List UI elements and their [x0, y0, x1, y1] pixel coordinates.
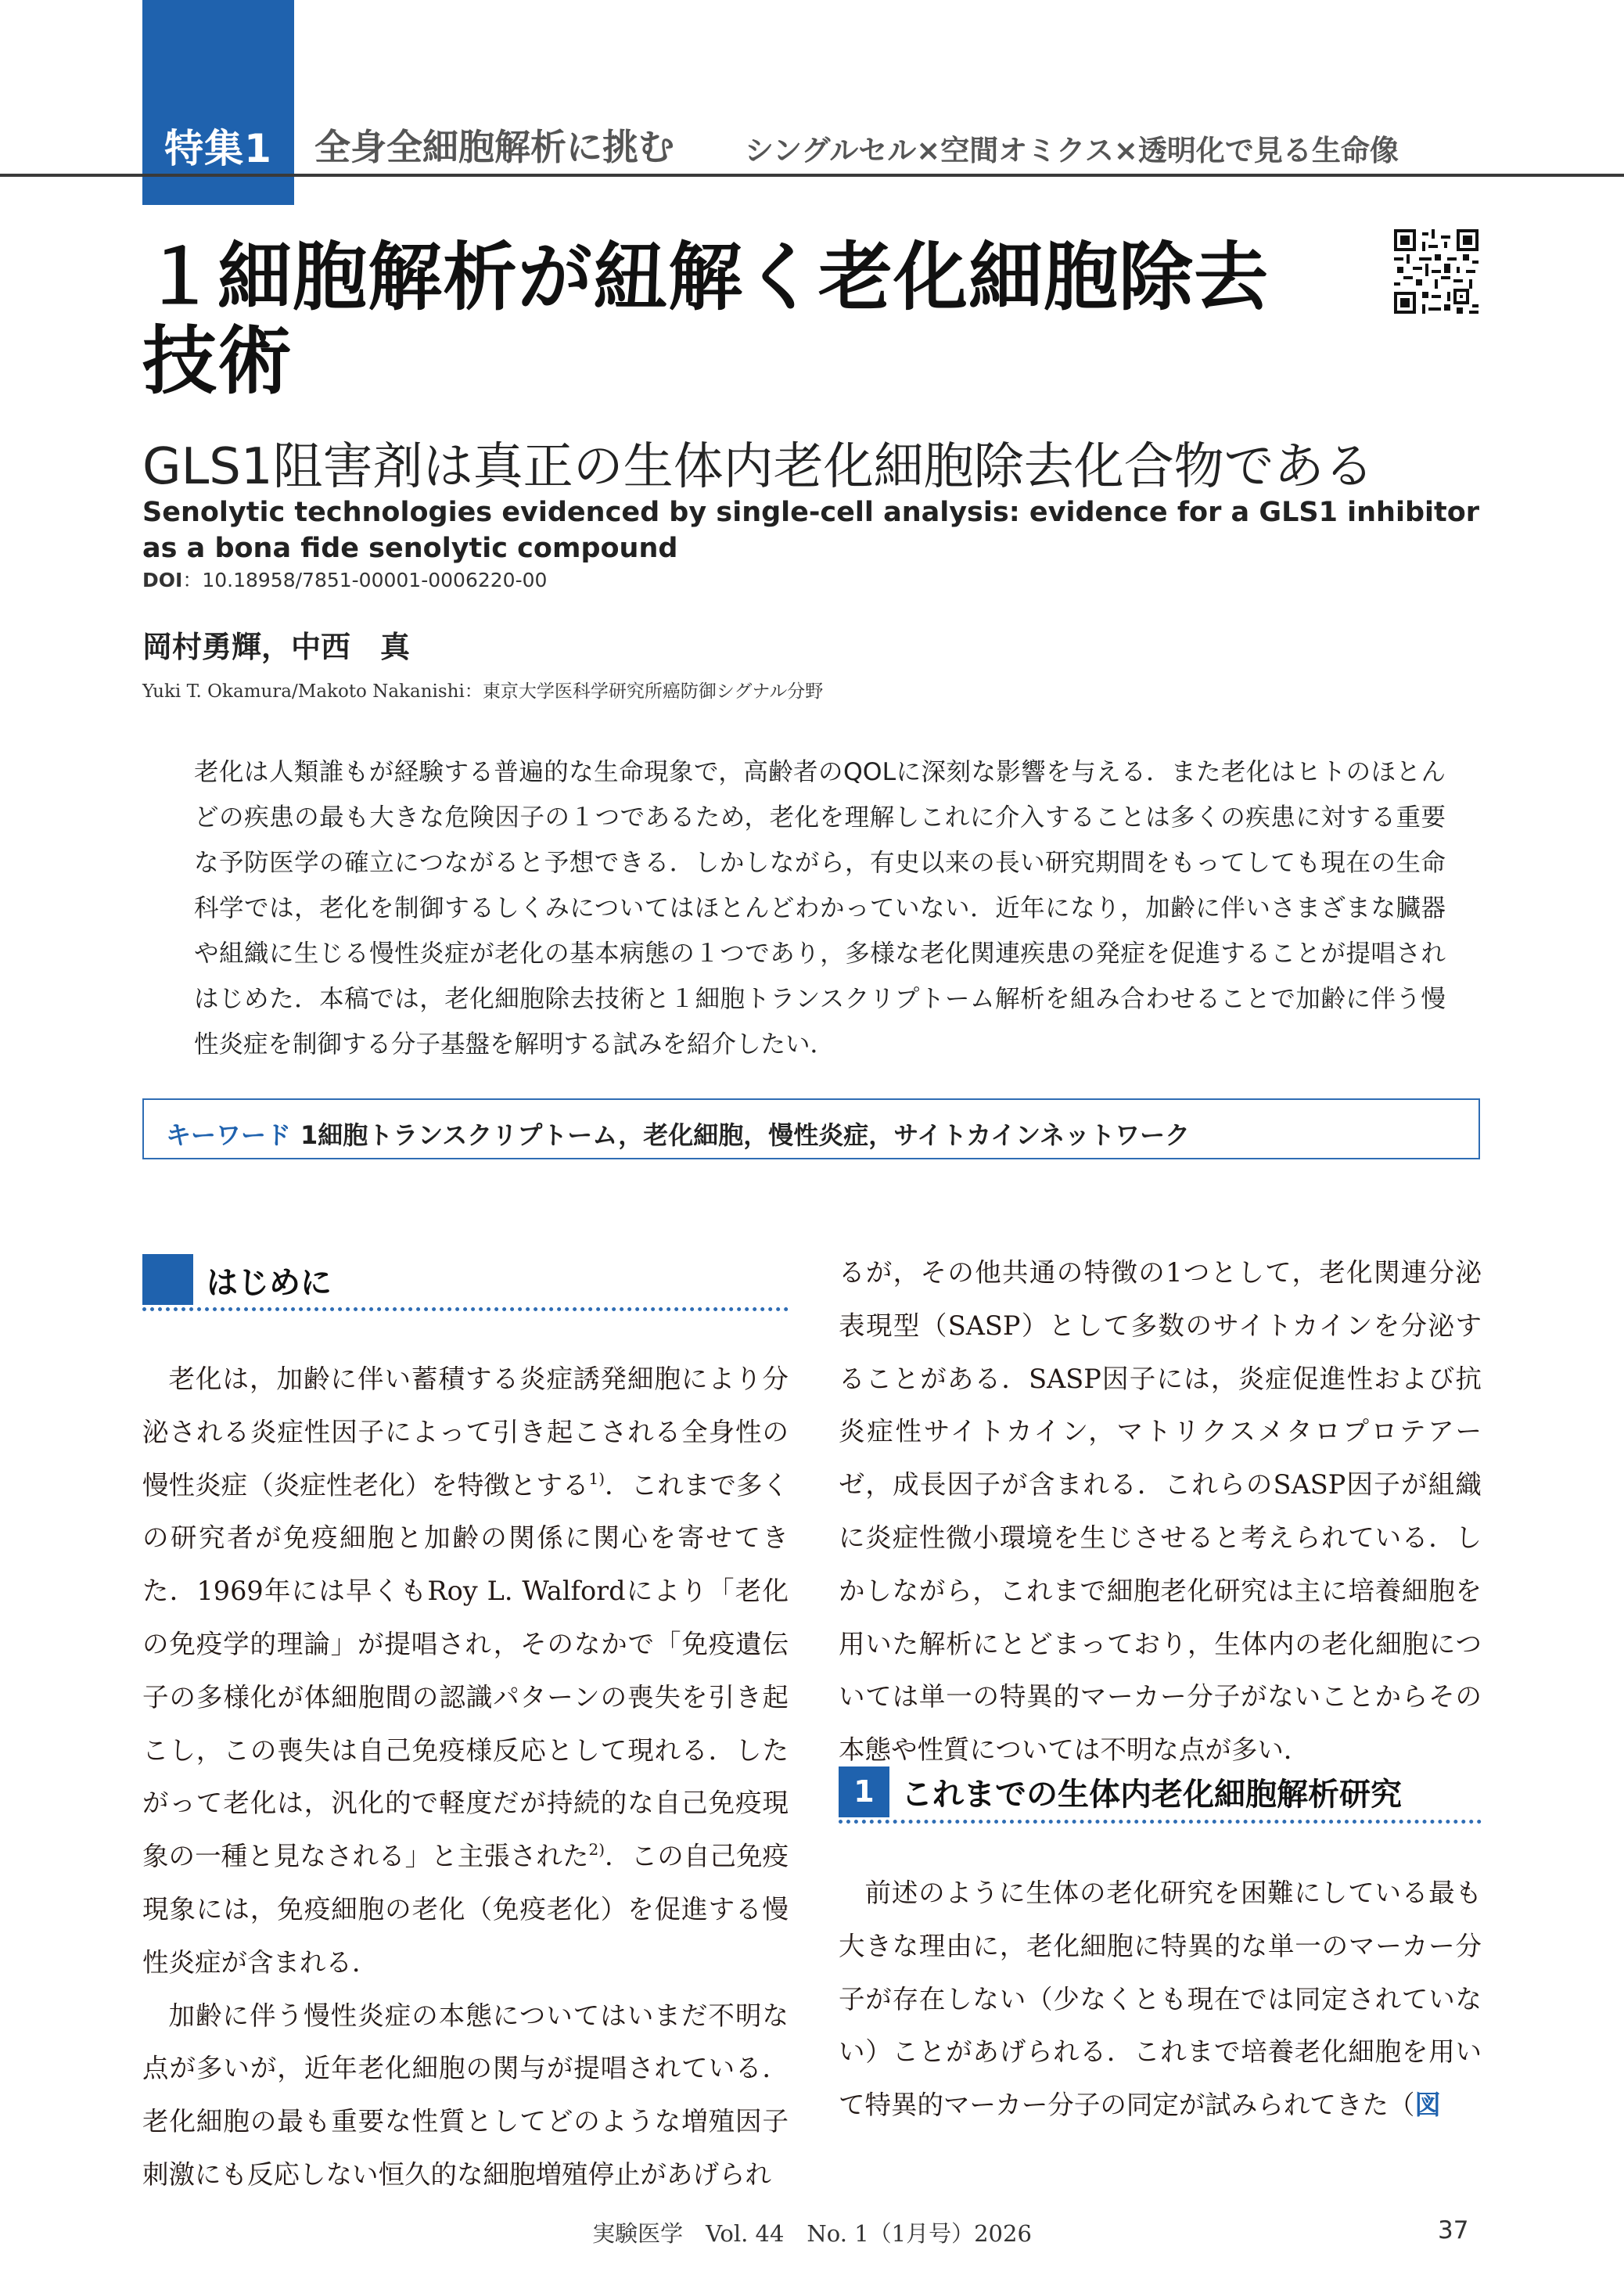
article-title — [142, 236, 1363, 404]
reference-2[interactable]: 2) — [588, 1840, 605, 1860]
section-1-p1-text: 前述のように生体の老化研究を困難にしている最も大きな理由に，老化細胞に特異的な単一のマーカー分子が存在しない（少なくとも現在では同定されていない）ことがあげられる．これまで培養老化細胞を用いて特異的マーカー分子の同定が試みられてきた（ — [839, 1878, 1482, 2121]
section-1-number: 1 — [839, 1766, 889, 1817]
intro-paragraph-2: 加齢に伴う慢性炎症の本態についてはいまだ不明な点が多いが，近年老化細胞の関与が提唱されている．老化細胞の最も重要な性質としてどのような増殖因子刺激にも反応しない恒久的な細胞増殖停止があげられ — [142, 2000, 789, 2190]
page-number: 37 — [1438, 2216, 1469, 2244]
right-column-section-1 — [839, 1867, 1482, 2132]
figure-reference[interactable]: 図 — [1414, 2090, 1441, 2121]
keywords-label: キーワード — [166, 1120, 292, 1150]
section-1-heading: これまでの生体内老化細胞解析研究 — [901, 1777, 1402, 1813]
doi-label: DOI — [142, 569, 183, 591]
special-feature-label: 特集1 — [164, 126, 272, 171]
section-1-rule — [839, 1820, 1482, 1824]
series-subtitle: シングルセル×空間オミクス×透明化で見る生命像 — [745, 134, 1399, 167]
intro-heading: はじめに — [207, 1265, 332, 1301]
intro-p1-part-a: 老化は，加齢に伴い蓄積する炎症誘発細胞により分泌される炎症性因子によって引き起こされる全身性の慢性炎症（炎症性老化）を特徴とする — [142, 1364, 789, 1501]
article-title-line2: 技術 — [142, 318, 293, 405]
right-column-top — [839, 1246, 1482, 1777]
intro-heading-marker — [142, 1254, 193, 1305]
footer-journal: 実験医学 Vol. 44 No. 1（1月号）2026 — [592, 2220, 1032, 2247]
doi-value[interactable]: 10.18958/7851-00001-0006220-00 — [202, 569, 548, 591]
affiliation: Yuki T. Okamura/Makoto Nakanishi：東京大学医科学研究所癌防御シグナル分野 — [142, 681, 824, 702]
qr-code-icon[interactable] — [1394, 229, 1478, 314]
article-subtitle: GLS1阻害剤は真正の生体内老化細胞除去化合物である — [142, 438, 1374, 496]
abstract: 老化は人類誰もが経験する普遍的な生命現象で，高齢者のQOLに深刻な影響を与える．また老化はヒトのほとんどの疾患の最も大きな危険因子の１つであるため，老化を理解しこれに介入することは多くの疾患に対する重要な予防医学の確立につながると予想できる．しかしながら，有史以来の長い研究期間をもってしても現在の生命科学では，老化を制御するしくみについてはほとんどわかっていない．近年になり，加齢に伴いさまざまな臓器や組織に生じる慢性炎症が老化の基本病態の１つであり，多様な老化関連疾患の発症を促進することが提唱されはじめた．本稿では，老化細胞除去技術と１細胞トランスクリプトーム解析を組み合わせることで加齢に伴う慢性炎症を制御する分子基盤を解明する試みを紹介したい． — [194, 758, 1446, 1058]
section-1-paragraph-1 — [839, 1867, 1482, 2132]
intro-heading-rule — [142, 1307, 789, 1311]
article-title-line1: １細胞解析が紐解く老化細胞除去 — [142, 235, 1270, 321]
intro-p1-part-c: ．この自己免疫現象には，免疫細胞の老化（免疫老化）を促進する慢性炎症が含まれる． — [142, 1841, 789, 1978]
english-title: Senolytic technologies evidenced by single-cell analysis: evidence for a GLS1 inhibitor as a bona fide senolytic compound — [142, 497, 1480, 565]
keywords-list: 1細胞トランスクリプトーム，老化細胞，慢性炎症，サイトカインネットワーク — [300, 1120, 1191, 1150]
keywords-box — [142, 1098, 1480, 1159]
right-paragraph-1: るが，その他共通の特徴の1つとして，老化関連分泌表現型（SASP）として多数のサイトカインを分泌することがある．SASP因子には，炎症促進性および抗炎症性サイトカイン，マトリクスメタロプロテアーゼ，成長因子が含まれる．これらのSASP因子が組織に炎症性微小環境を生じさせると考えられている．しかしながら，これまで細胞老化研究は主に培養細胞を用いた解析にとどまっており，生体内の老化細胞については単一の特異的マーカー分子がないことからその本態や性質については不明な点が多い． — [839, 1257, 1482, 1766]
doi: DOI：10.18958/7851-00001-0006220-00 — [142, 569, 548, 591]
series-title: 全身全細胞解析に挑む — [314, 126, 674, 168]
authors: 岡村勇輝，中西 真 — [142, 630, 411, 664]
reference-1[interactable]: 1) — [588, 1468, 605, 1488]
intro-p1-part-b: ．これまで多くの研究者が免疫細胞と加齢の関係に関心を寄せてきた．1969年には早くもRoy L. Walfordにより「老化の免疫学的理論」が提唱され，そのなかで「免疫遺伝子の多様化が体細胞間の認識パターンの喪失を引き起こし，この喪失は自己免疫様反応として現れる．したがって老化は，汎化的で軽度だが持続的な自己免疫現象の一種と見なされる」と主張された — [142, 1469, 789, 1872]
header-rule — [0, 174, 1624, 177]
left-column — [142, 1353, 789, 2201]
intro-paragraph-1 — [142, 1353, 789, 1989]
